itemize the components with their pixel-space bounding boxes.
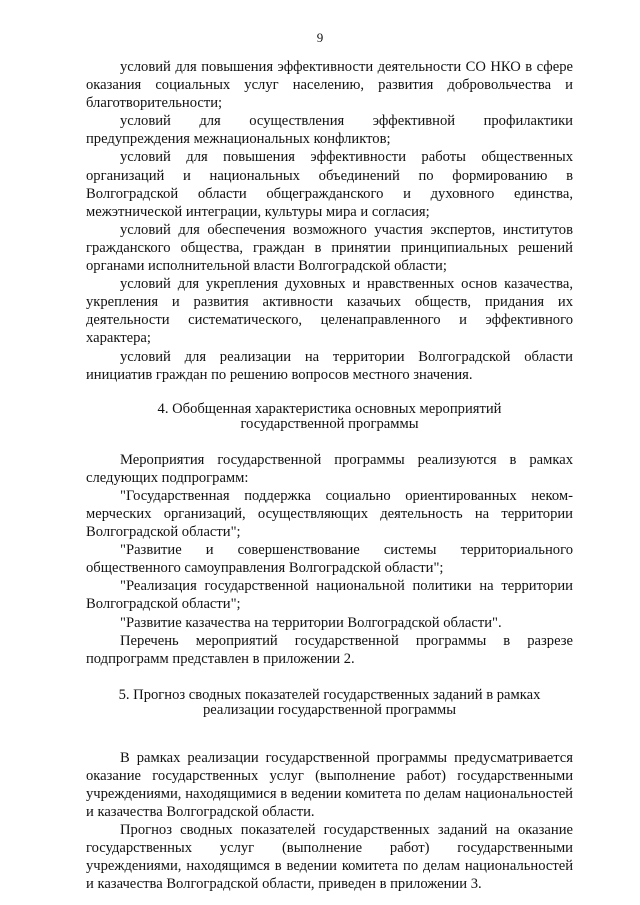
list-item: условий для реализации на территории Волгоградской области инициатив граждан по решению вопросов местного значения. bbox=[86, 348, 573, 383]
section-5-paragraph: В рамках реализации государственной программы предусматривается оказание государственных услуг (выполнение работ) государственными учреждениями, находящимися в ведении комитета по делам национальностей и казачества Волгоградской области. bbox=[86, 749, 573, 821]
subprogram-item: "Государственная поддержка социально ориентированных неком-мерческих организаций, осуществляющих деятельность на территории Волгоградской области"; bbox=[86, 487, 573, 541]
subprogram-item: "Развитие казачества на территории Волгоградской области". bbox=[120, 614, 502, 631]
section-4-heading-line: государственной программы bbox=[240, 416, 419, 433]
page-number: 9 bbox=[316, 30, 324, 45]
section-4-intro: Мероприятия государственной программы реализуются в рамках следующих подпрограмм: bbox=[86, 451, 573, 486]
section-5-heading-line: 5. Прогноз сводных показателей государственных заданий в рамках bbox=[118, 686, 541, 703]
section-4-heading bbox=[86, 402, 573, 433]
section-5-paragraph: Прогноз сводных показателей государственных заданий на оказание государственных услуг (выполнение работ) государственными учреждениями, находящимся в ведении комитета по делам национальностей и казачества Волгоградской области, приведен в приложении 3. bbox=[86, 822, 573, 893]
page-content bbox=[86, 58, 573, 894]
section-4-closing: Перечень мероприятий государственной программы в разрезе подпрограмм представлен в приложении 2. bbox=[86, 632, 573, 667]
section-5-heading-line: реализации государственной программы bbox=[202, 702, 457, 719]
section-5-heading bbox=[86, 688, 573, 719]
list-item: условий для повышения эффективности работы общественных организаций и национальных объединений по формированию в Волгоградской области общегражданского и духовного единства, межэтнической интеграции, культуры мира и согласия; bbox=[86, 149, 573, 220]
list-item: условий для повышения эффективности деятельности СО НКО в сфере оказания социальных услуг населению, развития добровольчества и благотворительности; bbox=[86, 59, 573, 112]
list-item: условий для осуществления эффективной профилактики предупреждения межнациональных конфликтов; bbox=[86, 113, 573, 148]
subprogram-item: "Реализация государственной национальной политики на территории Волгоградской области"; bbox=[86, 578, 573, 613]
list-item: условий для обеспечения возможного участия экспертов, институтов гражданского общества, граждан в принятии принципиальных решений органами исполнительной власти Волгоградской области; bbox=[86, 221, 573, 275]
section-4-heading-line: 4. Обобщенная характеристика основных мероприятий bbox=[157, 400, 502, 417]
subprogram-item: "Развитие и совершенствование системы территориального общественного самоуправления Волгоградской области"; bbox=[86, 542, 573, 577]
list-item: условий для укрепления духовных и нравственных основ казачества, укрепления и развития активности казачьих обществ, придания их деятельности систематического, целенаправленного и эффективного характера; bbox=[86, 276, 573, 347]
